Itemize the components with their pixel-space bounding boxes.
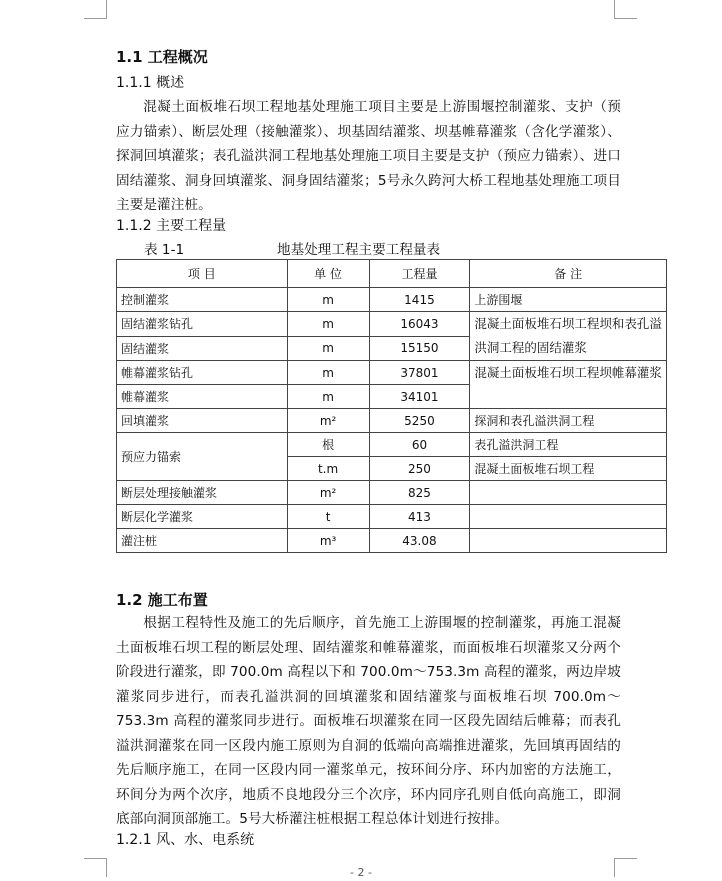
cell-item: 帷幕灌浆钻孔 (117, 361, 288, 385)
cell-item: 断层化学灌浆 (117, 505, 288, 529)
cell-quantity: 15150 (369, 336, 470, 361)
table-row (117, 505, 667, 529)
cell-item: 回填灌浆 (117, 409, 288, 433)
crop-mark-top-left (84, 0, 107, 19)
table-row (117, 288, 667, 312)
page-number: - 2 - (350, 866, 372, 879)
cell-unit: m (287, 385, 369, 409)
cell-remark: 混凝土面板堆石坝工程坝帷幕灌浆 (470, 361, 667, 409)
cell-unit: m (287, 288, 369, 312)
cell-remark: 混凝土面板堆石坝工程 (470, 457, 667, 481)
cell-remark: 上游围堰 (470, 288, 667, 312)
cell-item: 灌注桩 (117, 529, 288, 553)
heading-1-2-1: 1.2.1 风、水、电系统 (116, 832, 255, 848)
overview-paragraph: 混凝土面板堆石坝工程地基处理施工项目主要是上游围堰控制灌浆、支护（预应力锚索）、断层处理（接触灌浆）、坝基固结灌浆、坝基帷幕灌浆（含化学灌浆）、探洞回填灌浆；表孔溢洪洞工程地基处理施工项目主要是支护（预应力锚索）、进口固结灌浆、洞身回填灌浆、洞身固结灌浆；5号永久跨河大桥工程地基处理施工项目主要是灌注桩。 (116, 99, 621, 213)
table-header-row (117, 260, 667, 288)
cell-quantity: 250 (369, 457, 470, 481)
table-row (117, 529, 667, 553)
cell-remark: 混凝土面板堆石坝工程坝和表孔溢洪洞工程的固结灌浆 (470, 312, 667, 361)
cell-remark: 探洞和表孔溢洪洞工程 (470, 409, 667, 433)
table-title: 地基处理工程主要工程量表 (277, 242, 441, 258)
table-row (117, 409, 667, 433)
heading-1-2: 1.2 施工布置 (116, 591, 208, 609)
table-row (117, 312, 667, 337)
cell-quantity: 825 (369, 481, 470, 505)
cell-quantity: 1415 (369, 288, 470, 312)
header-unit: 单 位 (287, 260, 369, 288)
header-quantity: 工程量 (369, 260, 470, 288)
cell-item: 固结灌浆 (117, 336, 288, 361)
cell-unit: m (287, 361, 369, 385)
cell-quantity: 16043 (369, 312, 470, 337)
cell-remark: 表孔溢洪洞工程 (470, 433, 667, 457)
cell-remark (470, 505, 667, 529)
cell-item: 断层处理接触灌浆 (117, 481, 288, 505)
heading-1-1-2: 1.1.2 主要工程量 (116, 218, 227, 234)
cell-unit: t (287, 505, 369, 529)
cell-unit: m² (287, 409, 369, 433)
heading-1-1: 1.1 工程概况 (116, 48, 208, 66)
cell-quantity: 413 (369, 505, 470, 529)
heading-1-1-1: 1.1.1 概述 (116, 75, 185, 91)
cell-unit: 根 (287, 433, 369, 457)
layout-paragraph: 根据工程特性及施工的先后顺序，首先施工上游围堰的控制灌浆，再施工混凝土面板堆石坝工程的断层处理、固结灌浆和帷幕灌浆，而面板堆石坝灌浆又分两个阶段进行灌浆，即 700.0m 高程以下和 700.0m～753.3m 高程的灌浆，两边岸坡灌浆同步进行，而表孔溢洪洞的回填灌浆和固结灌浆与面板堆石坝 700.0m～753.3m 高程的灌浆同步进行。面板堆石坝灌浆在同一区段先固结后帷幕；而表孔溢洪洞灌浆在同一区段内施工原则为自洞的低端向高端推进灌浆，先回填再固结的先后顺序施工，在同一区段内同一灌浆单元，按环间分序、环内加密的方法施工，环间分为两个次序，地质不良地段分三个次序，环内同序孔则自低向高施工，即洞底部向洞顶部施工。5号大桥灌注桩根据工程总体计划进行按排。 (116, 615, 621, 827)
cell-quantity: 37801 (369, 361, 470, 385)
table-row (117, 433, 667, 457)
table-row (117, 481, 667, 505)
table-number: 表 1-1 (144, 242, 185, 258)
crop-mark-top-right (614, 0, 637, 19)
cell-unit: m (287, 336, 369, 361)
header-item: 项 目 (117, 260, 288, 288)
cell-remark (470, 481, 667, 505)
cell-unit: m (287, 312, 369, 337)
cell-quantity: 60 (369, 433, 470, 457)
cell-item: 帷幕灌浆 (117, 385, 288, 409)
cell-quantity: 34101 (369, 385, 470, 409)
cell-unit: m² (287, 481, 369, 505)
header-remark: 备 注 (470, 260, 667, 288)
cell-remark (470, 529, 667, 553)
cell-quantity: 43.08 (369, 529, 470, 553)
cell-unit: m³ (287, 529, 369, 553)
quantities-table (116, 259, 667, 553)
cell-quantity: 5250 (369, 409, 470, 433)
cell-item: 控制灌浆 (117, 288, 288, 312)
table-row (117, 361, 667, 385)
cell-item: 预应力锚索 (117, 433, 288, 481)
cell-item: 固结灌浆钻孔 (117, 312, 288, 337)
cell-unit: t.m (287, 457, 369, 481)
